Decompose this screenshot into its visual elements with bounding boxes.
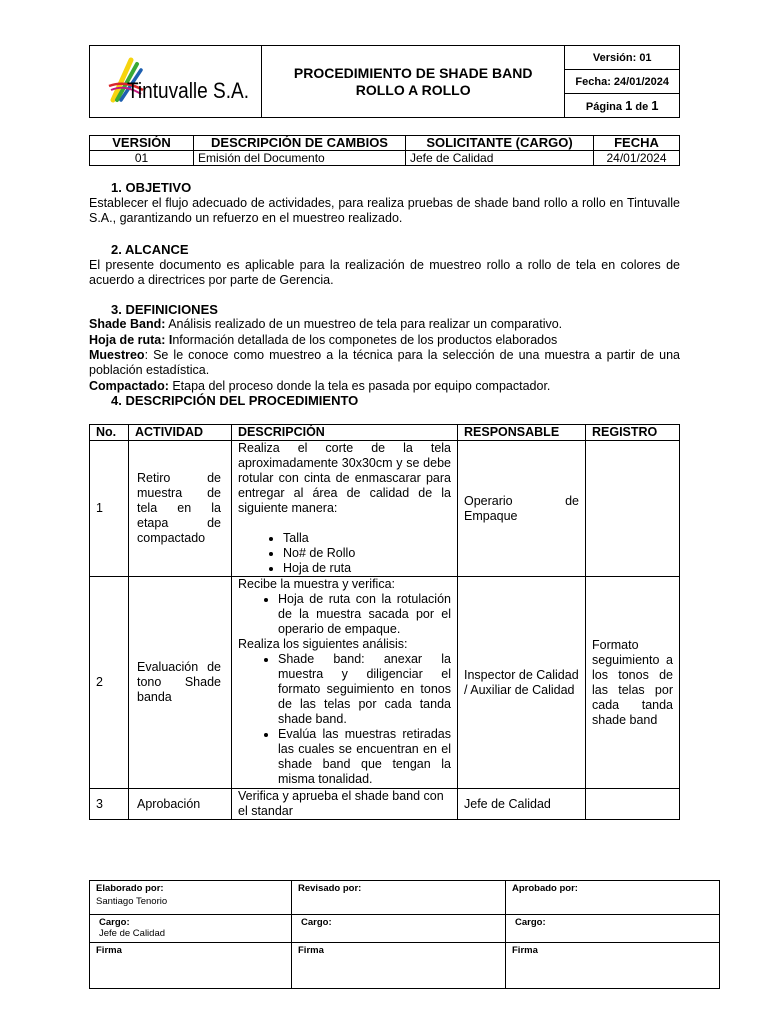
revisado-label: Revisado por: bbox=[298, 883, 362, 894]
definition: : Se le conoce como muestreo a la técnica para la selección de una muestra a partir de una población estadística. bbox=[89, 348, 680, 377]
objetivo-title: 1. OBJETIVO bbox=[111, 180, 192, 195]
cargo-cell bbox=[292, 915, 506, 943]
definition: Análisis realizado de un muestreo de tela para realizar un comparativo. bbox=[165, 317, 563, 331]
definiciones-title: 3. DEFINICIONES bbox=[111, 302, 218, 317]
elaborado-cell bbox=[90, 881, 292, 915]
description-intro: Realiza los siguientes análisis: bbox=[238, 637, 408, 651]
col-date: FECHA bbox=[594, 136, 680, 151]
page-of: de bbox=[635, 101, 649, 113]
aprobado-cell bbox=[506, 881, 720, 915]
table-row bbox=[90, 577, 680, 789]
row-record bbox=[586, 789, 680, 820]
alcance-text: El presente documento es aplicable para la realización de muestreo rollo a rollo de tela en colores de acuerdo a directrices por parte de Gerencia. bbox=[89, 258, 680, 287]
cargo-cell bbox=[90, 915, 292, 943]
col-activity: ACTIVIDAD bbox=[129, 425, 232, 441]
firma-cell bbox=[292, 943, 506, 989]
list-item: • Evalúa las muestras retiradas las cuales se encuentran en el shade band que tengan la misma tonalidad. bbox=[278, 727, 451, 787]
cell-description: Emisión del Documento bbox=[194, 151, 406, 166]
col-no: No. bbox=[90, 425, 129, 441]
description-list bbox=[238, 531, 451, 576]
description-list bbox=[238, 592, 451, 637]
row-description: Verifica y aprueba el shade band con el standar bbox=[232, 789, 458, 820]
term: Muestreo bbox=[89, 348, 145, 362]
col-responsible: RESPONSABLE bbox=[458, 425, 586, 441]
col-version: VERSIÓN bbox=[90, 136, 194, 151]
title-line-2: ROLLO A ROLLO bbox=[355, 81, 471, 98]
description-text: Realiza el corte de la tela aproximadamente 30x30cm y se debe rotular con cinta de enmascarar para entregar al área de calidad de la siguiente manera: bbox=[238, 441, 451, 515]
elaborado-name: Santiago Tenorio bbox=[96, 896, 168, 907]
row-description bbox=[232, 441, 458, 577]
cargo-value: Jefe de Calidad bbox=[99, 928, 166, 939]
row-activity: Retiro de muestra de tela en la etapa de compactado bbox=[129, 441, 232, 577]
firma-label: Firma bbox=[512, 945, 538, 956]
list-item: • Hoja de ruta con la rotulación de la muestra sacada por el operario de empaque. bbox=[278, 592, 451, 637]
col-record: REGISTRO bbox=[586, 425, 680, 441]
col-description: DESCRIPCIÓN DE CAMBIOS bbox=[194, 136, 406, 151]
term: Shade Band: bbox=[89, 317, 166, 331]
table-row bbox=[90, 915, 720, 943]
cell-version: 01 bbox=[90, 151, 194, 166]
elaborado-label: Elaborado por: bbox=[96, 883, 164, 894]
col-description: DESCRIPCIÓN bbox=[232, 425, 458, 441]
cargo-cell bbox=[506, 915, 720, 943]
definition-muestreo bbox=[89, 348, 680, 378]
objetivo-text: Establecer el flujo adecuado de actividades, para realiza pruebas de shade band rollo a rollo en Tintuvalle S.A., garantizando un refuerzo en el muestreo realizado. bbox=[89, 196, 680, 225]
signature-table bbox=[89, 880, 720, 989]
procedimiento-title: 4. DESCRIPCIÓN DEL PROCEDIMIENTO bbox=[111, 393, 359, 408]
firma-label: Firma bbox=[298, 945, 324, 956]
row-activity: Evaluación de tono Shade banda bbox=[129, 577, 232, 789]
row-number: 1 bbox=[90, 441, 129, 577]
row-responsible: Inspector de Calidad / Auxiliar de Calidad bbox=[458, 577, 586, 789]
company-name: Tintuvalle S.A. bbox=[127, 78, 250, 103]
title-line-1: PROCEDIMIENTO DE SHADE BAND bbox=[293, 64, 533, 81]
col-requester: SOLICITANTE (CARGO) bbox=[406, 136, 594, 151]
procedure-table bbox=[89, 424, 680, 820]
firma-cell bbox=[90, 943, 292, 989]
version-cell: Versión: 01 bbox=[565, 46, 680, 70]
description-list bbox=[238, 652, 451, 787]
date-cell: Fecha: 24/01/2024 bbox=[565, 70, 680, 94]
row-record: Formato seguimiento a los tonos de las telas por cada tanda shade band bbox=[586, 577, 680, 789]
list-item: • Hoja de ruta bbox=[283, 561, 451, 576]
definition: Etapa del proceso donde la tela es pasada por equipo compactador. bbox=[168, 379, 551, 393]
definition-shade-band bbox=[89, 317, 680, 332]
row-activity: Aprobación bbox=[129, 789, 232, 820]
definition: nformación detallada de los componetes de los productos elaborados bbox=[172, 333, 558, 347]
term: Compactado: bbox=[89, 379, 169, 393]
term: Hoja de ruta: I bbox=[89, 333, 173, 347]
cell-date: 24/01/2024 bbox=[594, 151, 680, 166]
version-table-header bbox=[90, 136, 680, 151]
page-number: 1 bbox=[625, 98, 633, 113]
table-row bbox=[90, 881, 720, 915]
list-item: • Talla bbox=[283, 531, 451, 546]
table-row bbox=[90, 151, 680, 166]
page-cell bbox=[565, 94, 680, 118]
alcance-title: 2. ALCANCE bbox=[111, 242, 189, 257]
description-intro: Recibe la muestra y verifica: bbox=[238, 577, 396, 591]
row-number: 2 bbox=[90, 577, 129, 789]
table-row bbox=[90, 943, 720, 989]
firma-label: Firma bbox=[96, 945, 122, 956]
row-responsible: Jefe de Calidad bbox=[458, 789, 586, 820]
page-label: Página bbox=[585, 101, 622, 113]
version-table bbox=[89, 135, 680, 166]
definition-hoja-de-ruta bbox=[89, 333, 680, 348]
procedure-table-header bbox=[90, 425, 680, 441]
revisado-cell bbox=[292, 881, 506, 915]
table-row bbox=[90, 789, 680, 820]
list-item: • No# de Rollo bbox=[283, 546, 451, 561]
aprobado-label: Aprobado por: bbox=[512, 883, 578, 894]
row-number: 3 bbox=[90, 789, 129, 820]
row-description bbox=[232, 577, 458, 789]
document-header bbox=[89, 45, 680, 118]
cargo-label: Cargo: bbox=[99, 917, 130, 928]
table-row bbox=[90, 441, 680, 577]
page-total: 1 bbox=[651, 98, 659, 113]
cargo-label: Cargo: bbox=[301, 917, 332, 928]
company-logo bbox=[95, 50, 255, 108]
document-title bbox=[261, 46, 565, 118]
list-item: • Shade band: anexar la muestra y diligenciar el formato seguimiento en tonos de las telas por cada tanda shade band. bbox=[278, 652, 451, 727]
cargo-label: Cargo: bbox=[515, 917, 546, 928]
row-record bbox=[586, 441, 680, 577]
cell-requester: Jefe de Calidad bbox=[406, 151, 594, 166]
firma-cell bbox=[506, 943, 720, 989]
definition-compactado bbox=[89, 379, 680, 394]
row-responsible: Operario de Empaque bbox=[458, 441, 586, 577]
logo-cell bbox=[90, 46, 262, 118]
